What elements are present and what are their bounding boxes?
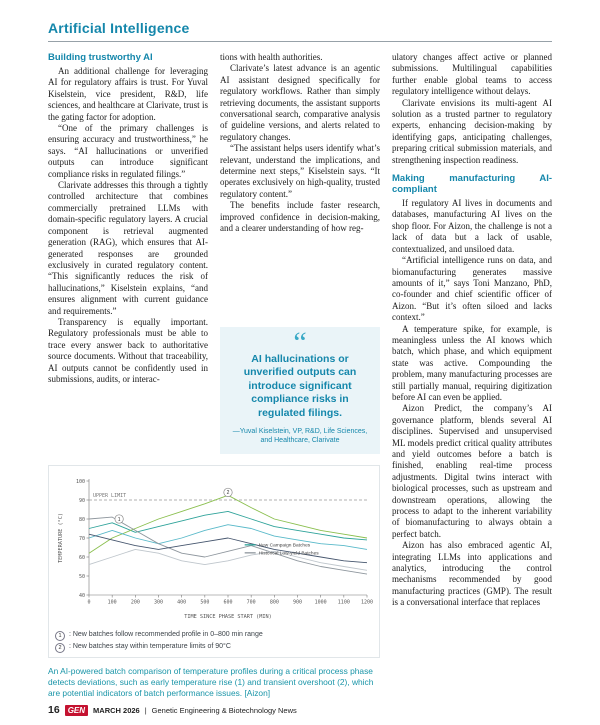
paragraph: The benefits include faster research, improved confidence in decision-making, and a clearer understanding of how reg-	[220, 200, 380, 234]
section-heading-manufacturing: Making manufacturing AI-compliant	[392, 173, 552, 196]
issue-date: MARCH 2026	[93, 705, 140, 715]
svg-text:60: 60	[78, 554, 85, 561]
svg-text:1200: 1200	[360, 599, 373, 606]
column-3	[392, 52, 552, 692]
publication-name: Genetic Engineering & Biotechnology News	[151, 705, 297, 715]
column-1	[48, 52, 208, 454]
paragraph: A temperature spike, for example, is meaningless unless the AI knows which batch, which phase, and which equipment state was active. Compounding the problem, many manufacturing processes are still partially manual, requiring digitization before AI can even be applied.	[392, 323, 552, 402]
svg-text:400: 400	[177, 599, 187, 606]
svg-text:300: 300	[153, 599, 164, 606]
svg-text:80: 80	[78, 516, 85, 523]
left-region	[48, 52, 380, 699]
svg-text:New Campaign Batches: New Campaign Batches	[258, 543, 311, 549]
paragraph: Clarivate addresses this through a tightly controlled architecture that combines commercially pretrained LLMs with domain-specific regulatory layers. A crucial component is retrieval augmented generation (RAG), which ensures that AI-generated responses are grounded exclusively in curated regulatory content. “This significantly reduces the risk of hallucinations,” Kiselstein explains, “and ensures alignment with current guidance and requirements.”	[48, 180, 208, 316]
svg-text:500: 500	[200, 599, 210, 606]
footnote-separator: :	[68, 643, 71, 650]
paragraph: If regulatory AI lives in documents and databases, manufacturing AI lives on the shop floor. For Aizon, the challenge is not a lack of data but a lack of usable, contextualized, and unsiloed data.	[392, 198, 552, 254]
svg-text:1000: 1000	[314, 599, 327, 606]
svg-text:200: 200	[130, 599, 140, 606]
svg-text:1100: 1100	[337, 599, 350, 606]
svg-text:90: 90	[78, 497, 85, 504]
paragraph: An additional challenge for leveraging AI for regulatory affairs is trust. For Yuval Kiselstein, vice president, R&D, life sciences, and healthcare at Clarivate, trust is the gating factor for adoption.	[48, 66, 208, 122]
figure-caption: An AI-powered batch comparison of temperature profiles during a critical process phase detects deviations, such as early temperature rise (1) and transient overshoot (2), which are potential indicators of batch performance issues. [Aizon]	[48, 666, 374, 698]
figure-footnotes	[55, 629, 373, 653]
svg-text:70: 70	[78, 535, 85, 542]
paragraph: Aizon has also embraced agentic AI, integrating LLMs into applications and analytics, introducing the control mechanisms recommended by good manufacturing practices (GMP). The result is a conversational interface that replaces	[392, 540, 552, 608]
svg-text:Historical Low-yield Batches: Historical Low-yield Batches	[258, 551, 319, 557]
paragraph: Aizon Predict, the company’s AI governance platform, blends several AI disciplines. Supervised and unsupervised ML models predict critical quality attributes and yield outcomes before a batch is finished, enabling real-time process adjustments. Digital twins interact with biological processes, such as upstream and downstream operations, allowing the process to adapt to the inherent variability of biomanufacturing to always obtain a perfect batch.	[392, 403, 552, 539]
svg-text:900: 900	[292, 599, 303, 606]
svg-text:100: 100	[107, 599, 117, 606]
batch-temperature-figure	[48, 465, 380, 658]
paragraph: Transparency is equally important. Regulatory professionals must be able to trace every answer back to authoritative source documents. Without that traceability, AI outputs cannot be confidently used in submissions, audits, or interac-	[48, 316, 208, 384]
text-columns	[48, 52, 380, 454]
svg-text:50: 50	[78, 573, 85, 580]
page-number: 16	[48, 704, 60, 716]
svg-text:1: 1	[117, 516, 121, 523]
svg-text:TEMPERATURE (°C): TEMPERATURE (°C)	[58, 513, 64, 563]
section-header	[48, 20, 552, 42]
figure-footnote	[55, 629, 373, 641]
svg-text:TIME SINCE PHASE START (MIN): TIME SINCE PHASE START (MIN)	[184, 614, 272, 620]
footnote-marker-2: 2	[55, 643, 65, 653]
section-heading-trustworthy-ai: Building trustworthy AI	[48, 52, 153, 63]
paragraph: tions with health authorities.	[220, 52, 323, 62]
paragraph: ulatory changes affect active or planned submissions. Multilingual capabilities further enable global teams to access regulatory intelligence without delays.	[392, 52, 552, 97]
paragraph: Clarivate envisions its multi-agent AI solution as a trusted partner to regulatory experts, enhancing decision-making by identifying gaps, anticipating challenges, preparing critical submission materials, and strengthening inspection readiness.	[392, 97, 552, 165]
quote-icon: “	[293, 325, 307, 359]
svg-text:40: 40	[78, 592, 85, 599]
svg-text:700: 700	[246, 599, 256, 606]
batch-temperature-chart	[55, 471, 373, 626]
svg-text:600: 600	[223, 599, 233, 606]
pullquote	[220, 327, 380, 455]
footnote-text: New batches stay within temperature limits of 90°C	[72, 643, 231, 650]
footer-separator: |	[144, 705, 147, 715]
paragraph: “The assistant helps users identify what’s relevant, understand the implications, and determine next steps,” Kiselstein says. “It operates exclusively on high-quality, trusted regulatory content.”	[220, 143, 380, 199]
content-area	[48, 52, 552, 699]
page-title: Artificial Intelligence	[48, 20, 190, 36]
svg-text:2: 2	[226, 490, 230, 497]
footnote-text: New batches follow recommended profile in 0–800 min range	[72, 631, 263, 638]
gen-logo: GEN	[65, 705, 88, 716]
svg-text:100: 100	[75, 478, 85, 485]
footnote-marker-1: 1	[55, 631, 65, 641]
paragraph: “One of the primary challenges is ensuring accuracy and trustworthiness,” he says. “AI hallucinations or unverified outputs can introduce significant compliance risks in regulated filings.”	[48, 123, 208, 179]
pullquote-text: AI hallucinations or unverified outputs can introduce significant compliance risks in regulated filings.	[243, 352, 357, 419]
column-2	[220, 52, 380, 454]
page-footer	[48, 704, 552, 716]
figure-footnote	[55, 641, 373, 653]
paragraph: “Artificial intelligence runs on data, and biomanufacturing generates massive amounts of it,” says Toni Manzano, PhD, co-founder and chief scientific officer of Aizon. “But it’s often siloed and lacks context.”	[392, 255, 552, 323]
svg-text:800: 800	[269, 599, 279, 606]
paragraph: Clarivate’s latest advance is an agentic AI assistant designed specifically for regulatory workflows. Rather than simply retrieving documents, the assistant supports conversational search, comparative analysis of guideline versions, and alerts related to regulatory changes.	[220, 63, 380, 142]
pullquote-attribution: —Yuval Kiselstein, VP, R&D, Life Sciences, and Healthcare, Clarivate	[232, 428, 368, 444]
svg-text:UPPER LIMIT: UPPER LIMIT	[93, 493, 127, 499]
svg-text:0: 0	[87, 599, 91, 606]
footnote-separator: :	[68, 631, 71, 638]
